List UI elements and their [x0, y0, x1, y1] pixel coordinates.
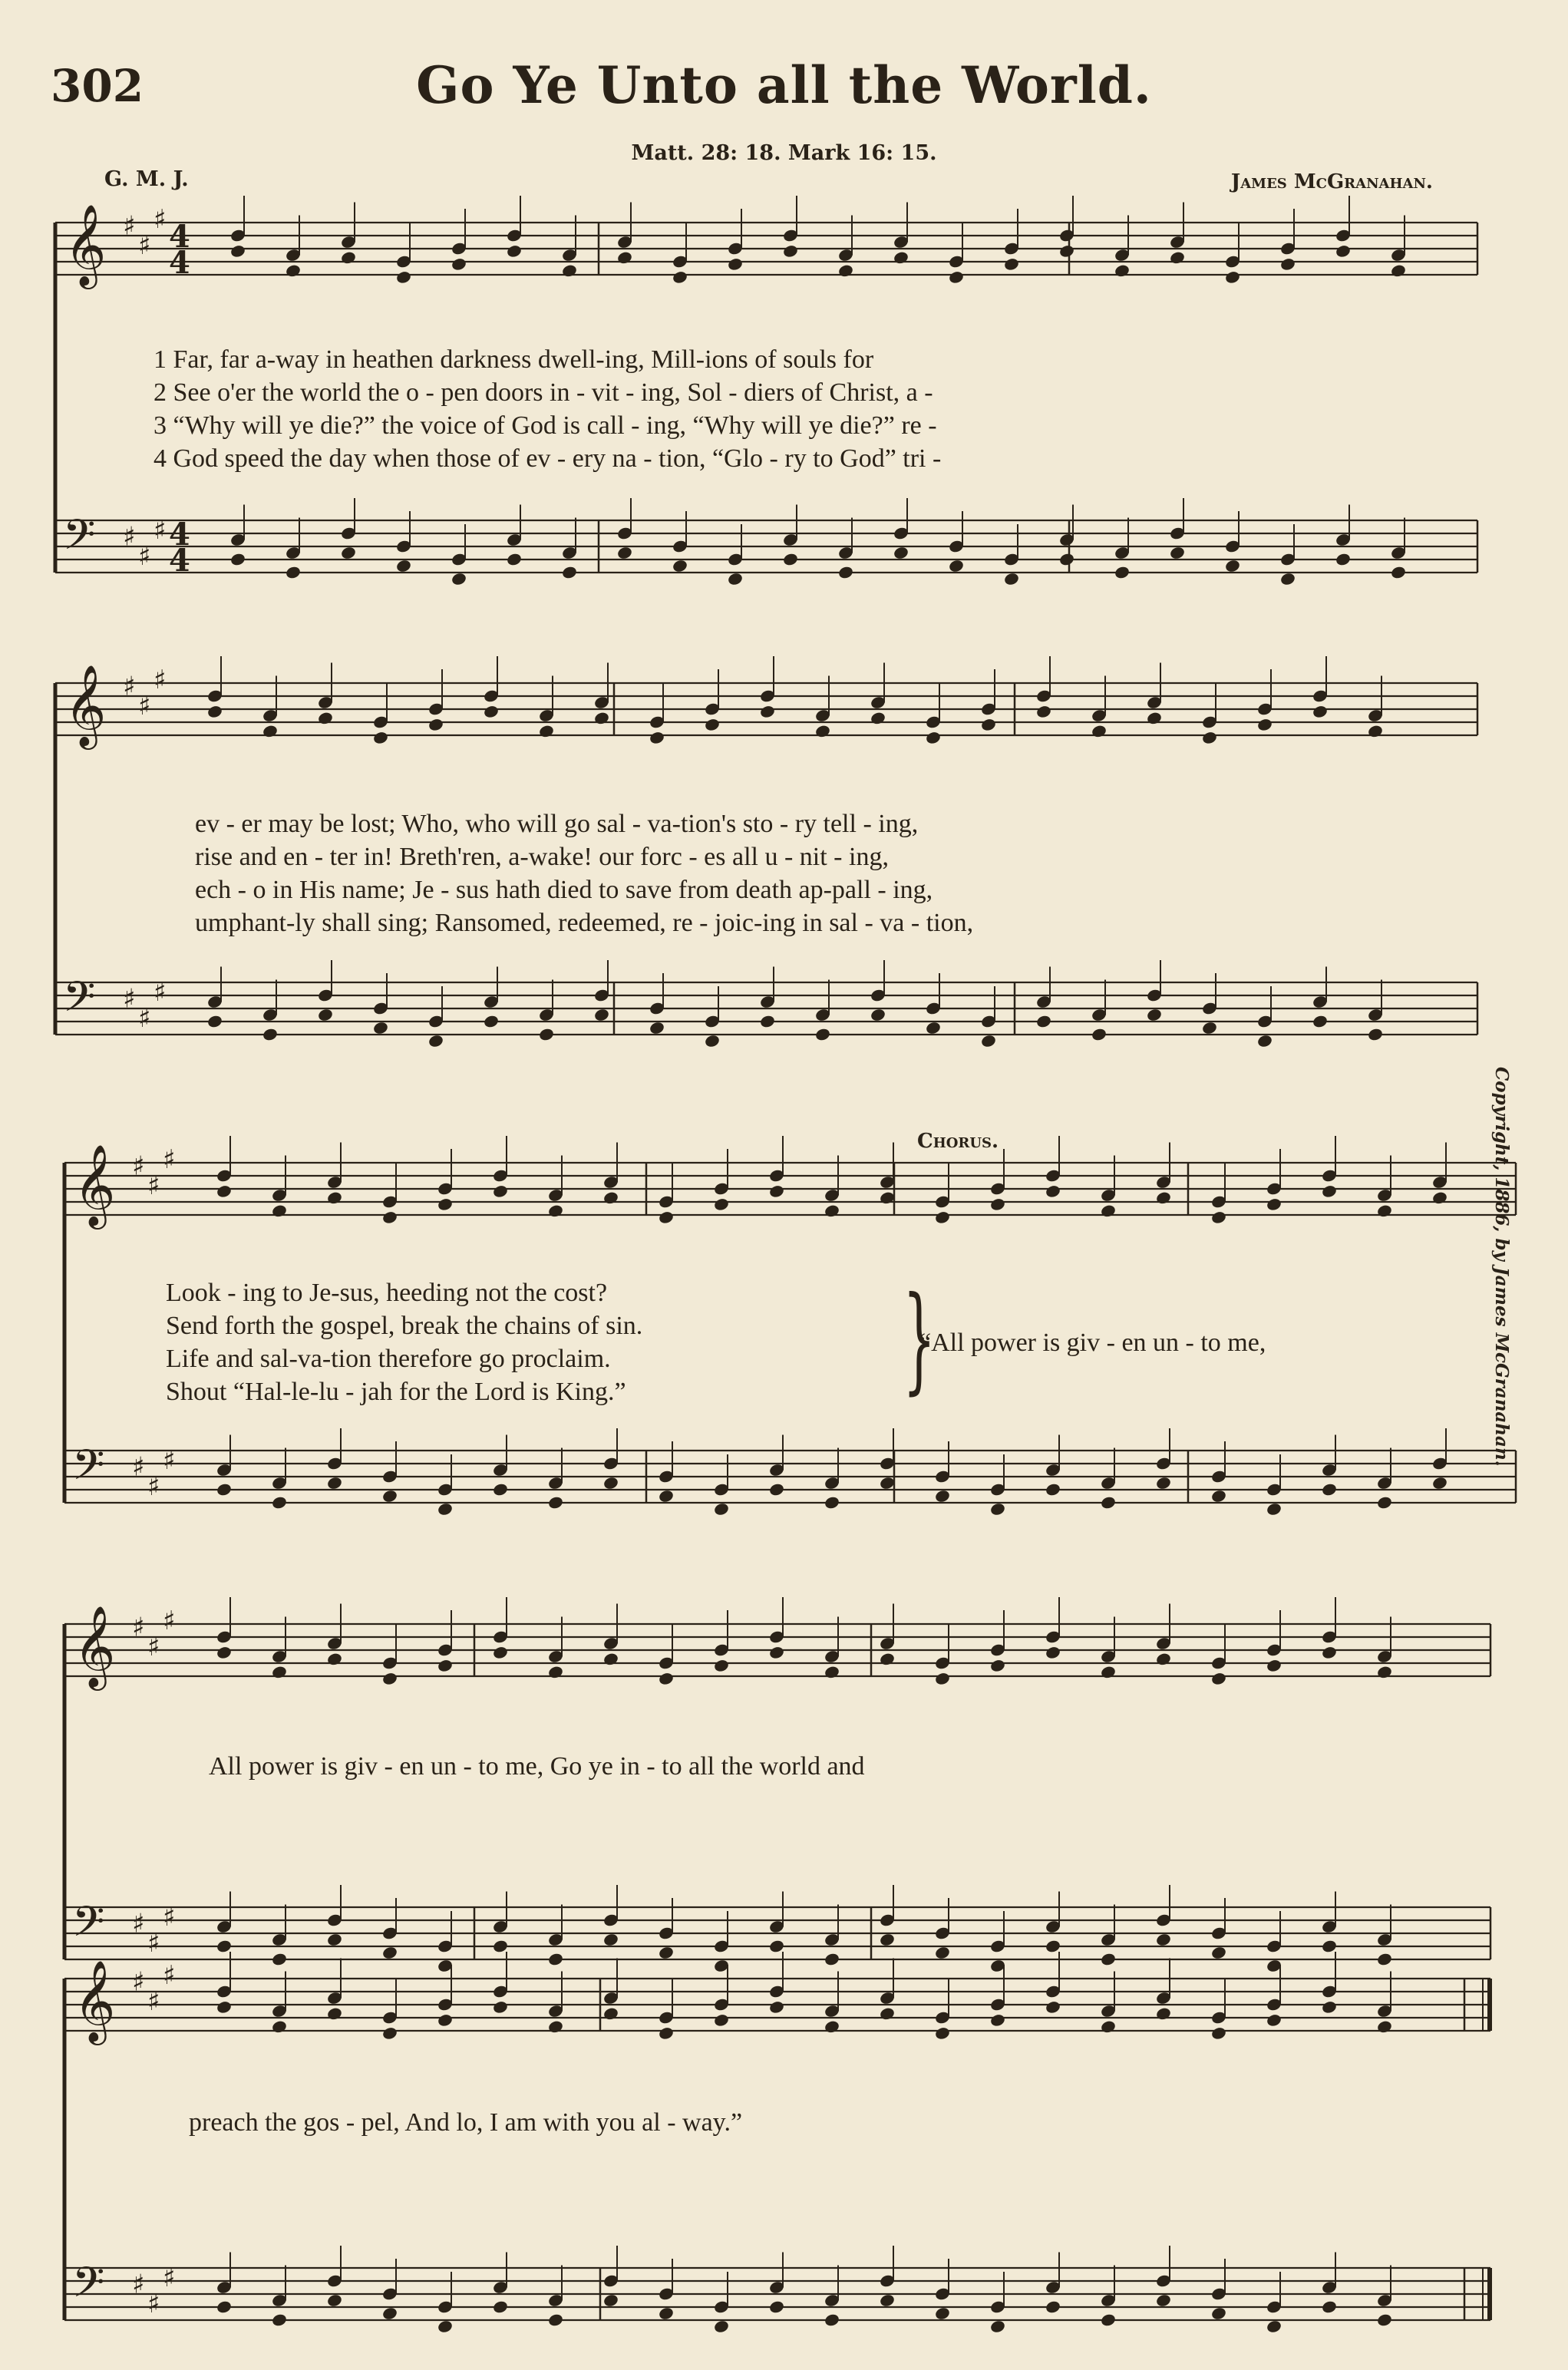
note-head — [782, 244, 799, 259]
time-signature: 4 — [169, 543, 190, 579]
note-head — [879, 2006, 896, 2021]
note-head — [1321, 2000, 1338, 2015]
note-head — [1155, 2293, 1172, 2308]
note-head — [427, 718, 444, 732]
sharp-sign: ♯ — [153, 976, 167, 1008]
note-head — [768, 1184, 785, 1199]
note-head — [271, 1495, 288, 1510]
note-head — [1210, 1489, 1227, 1504]
note-head — [1321, 1184, 1338, 1199]
note-head — [262, 1027, 279, 1041]
note-head — [437, 1197, 454, 1212]
note-head — [759, 1014, 776, 1028]
note-head — [1210, 1946, 1227, 1960]
bass-clef: 𝄢 — [72, 1441, 105, 1500]
note-head — [1376, 1495, 1393, 1510]
note-head — [1256, 1034, 1273, 1048]
note-head — [713, 1502, 730, 1517]
note-head — [271, 1203, 288, 1218]
treble-clef: 𝄞 — [64, 664, 107, 746]
sharp-sign: ♯ — [132, 1612, 145, 1643]
note-head — [381, 2026, 398, 2041]
note-head — [1201, 1021, 1218, 1035]
note-head — [1367, 1027, 1384, 1041]
note-head — [326, 1652, 343, 1666]
note-head — [1114, 263, 1131, 278]
note-head — [381, 1946, 398, 1960]
note-head — [317, 711, 334, 725]
note-head — [340, 250, 357, 265]
note-head — [672, 270, 688, 285]
sharp-sign: ♯ — [138, 229, 151, 261]
note-head — [824, 1952, 840, 1966]
note-head — [1266, 2319, 1282, 2334]
note-head — [1091, 1027, 1108, 1041]
bass-clef: 𝄢 — [63, 510, 96, 569]
note-head — [1100, 2019, 1117, 2034]
note-head — [593, 1008, 610, 1022]
sharp-sign: ♯ — [132, 1150, 145, 1182]
note-head — [1431, 1476, 1448, 1490]
note-head — [340, 546, 357, 560]
note-head — [1058, 244, 1075, 259]
note-head — [326, 1933, 343, 1947]
sharp-sign: ♯ — [147, 1927, 160, 1959]
note-head — [262, 724, 279, 738]
treble-clef: 𝄞 — [74, 1959, 116, 2042]
note-head — [1256, 718, 1273, 732]
note-head — [837, 565, 854, 579]
note-head — [1321, 1645, 1338, 1660]
note-head — [1091, 724, 1108, 738]
note-head — [381, 1210, 398, 1225]
note-head — [538, 724, 555, 738]
note-head — [381, 2306, 398, 2321]
note-head — [1321, 2299, 1338, 2314]
note-head — [561, 263, 578, 278]
note-head — [492, 2299, 509, 2314]
note-head — [1155, 2006, 1172, 2021]
system3-verse4: Shout “Hal-le-lu - jah for the Lord is King.” — [166, 1378, 626, 1406]
note-head — [768, 1645, 785, 1660]
note-head — [1155, 1476, 1172, 1490]
note-head — [934, 1489, 951, 1504]
note-head — [989, 2319, 1006, 2334]
note-head — [759, 705, 776, 719]
note-head — [395, 559, 412, 573]
note-head — [538, 1027, 555, 1041]
time-signature: 4 — [169, 245, 190, 281]
sharp-sign: ♯ — [132, 1451, 145, 1483]
note-head — [492, 1482, 509, 1497]
sharp-sign: ♯ — [138, 690, 151, 721]
note-head — [768, 1482, 785, 1497]
note-head — [1367, 724, 1384, 738]
note-head — [1266, 2013, 1282, 2028]
note-head — [547, 1495, 564, 1510]
note-head — [1169, 250, 1186, 265]
note-head — [870, 1008, 886, 1022]
system1-verse2: 2 See o'er the world the o - pen doors in - vit - ing, Sol - diers of Christ, a - — [153, 378, 933, 407]
note-head — [381, 1672, 398, 1686]
note-head — [989, 2013, 1006, 2028]
system3-verse3: Life and sal-va-tion therefore go proclaim. — [166, 1345, 611, 1373]
note-head — [547, 2312, 564, 2327]
sharp-sign: ♯ — [147, 2288, 160, 2319]
note-head — [437, 2319, 454, 2334]
sharp-sign: ♯ — [123, 671, 136, 702]
note-head — [879, 1190, 896, 1205]
system1-verse4: 4 God speed the day when those of ev - ery na - tion, “Glo - ry to God” tri - — [153, 444, 942, 473]
system1-verse1: 1 Far, far a-way in heathen darkness dwell-ing, Mill-ions of souls for — [153, 345, 874, 374]
note-head — [1376, 2312, 1393, 2327]
note-head — [782, 552, 799, 566]
note-head — [616, 546, 633, 560]
note-head — [602, 1476, 619, 1490]
note-head — [768, 2000, 785, 2015]
composer-credit: James McGranahan. — [1230, 170, 1433, 193]
note-head — [1100, 1495, 1117, 1510]
note-head — [1266, 1502, 1282, 1517]
note-head — [1045, 1939, 1061, 1953]
note-head — [1035, 705, 1052, 719]
note-head — [658, 2306, 675, 2321]
note-head — [216, 1645, 233, 1660]
sharp-sign: ♯ — [147, 1170, 160, 1201]
note-head — [1100, 1665, 1117, 1679]
note-head — [658, 1946, 675, 1960]
system5-chorus: preach the gos - pel, And lo, I am with you al - way.” — [189, 2108, 743, 2137]
note-head — [1155, 1190, 1172, 1205]
note-head — [285, 565, 302, 579]
note-head — [547, 1203, 564, 1218]
note-head — [704, 718, 721, 732]
note-head — [1321, 1939, 1338, 1953]
note-head — [506, 244, 523, 259]
copyright-notice: Copyright, 1886, by James McGranahan. — [1491, 1067, 1512, 1467]
note-head — [326, 2006, 343, 2021]
note-head — [893, 250, 909, 265]
note-head — [492, 2000, 509, 2015]
note-head — [824, 2019, 840, 2034]
note-head — [1210, 1672, 1227, 1686]
note-head — [879, 1652, 896, 1666]
note-head — [1210, 2306, 1227, 2321]
hymn-title: Go Ye Unto all the World. — [416, 55, 1152, 115]
note-head — [837, 263, 854, 278]
note-head — [602, 1190, 619, 1205]
note-head — [980, 718, 997, 732]
note-head — [672, 559, 688, 573]
note-head — [326, 1476, 343, 1490]
note-head — [1045, 1184, 1061, 1199]
sharp-sign: ♯ — [147, 1985, 160, 2017]
note-head — [925, 731, 942, 745]
sharp-sign: ♯ — [163, 1144, 176, 1175]
note-head — [216, 1184, 233, 1199]
note-head — [483, 705, 500, 719]
note-head — [1058, 552, 1075, 566]
note-head — [492, 1939, 509, 1953]
note-head — [713, 2013, 730, 2028]
note-head — [381, 1489, 398, 1504]
note-head — [980, 1034, 997, 1048]
note-head — [1266, 1659, 1282, 1673]
note-head — [824, 1495, 840, 1510]
note-head — [1146, 1008, 1163, 1022]
note-head — [602, 1652, 619, 1666]
note-head — [768, 1939, 785, 1953]
system3-verse2: Send forth the gospel, break the chains of sin. — [166, 1312, 643, 1340]
note-head — [1224, 270, 1241, 285]
note-head — [658, 1210, 675, 1225]
note-head — [824, 2312, 840, 2327]
note-head — [216, 2000, 233, 2015]
note-head — [1390, 565, 1407, 579]
note-head — [879, 1476, 896, 1490]
note-head — [602, 2006, 619, 2021]
sharp-sign: ♯ — [123, 983, 136, 1015]
note-head — [372, 1021, 389, 1035]
note-head — [1201, 731, 1218, 745]
note-head — [1312, 1014, 1329, 1028]
note-head — [893, 546, 909, 560]
final-barline — [1487, 1979, 1492, 2031]
note-head — [1335, 244, 1352, 259]
note-head — [713, 2319, 730, 2334]
bass-clef: 𝄢 — [72, 2258, 105, 2317]
note-head — [814, 1027, 831, 1041]
note-head — [934, 2306, 951, 2321]
note-head — [1224, 559, 1241, 573]
note-head — [727, 572, 744, 586]
sharp-sign: ♯ — [138, 540, 151, 572]
treble-clef: 𝄞 — [74, 1144, 116, 1226]
page-number: 302 — [51, 60, 144, 112]
note-head — [437, 1502, 454, 1517]
final-barline — [1487, 2268, 1492, 2320]
note-head — [602, 1933, 619, 1947]
note-head — [547, 1665, 564, 1679]
note-head — [547, 1952, 564, 1966]
note-head — [229, 244, 246, 259]
note-head — [1376, 2019, 1393, 2034]
note-head — [1321, 1482, 1338, 1497]
note-head — [216, 2299, 233, 2314]
note-head — [483, 1014, 500, 1028]
note-head — [934, 1946, 951, 1960]
note-head — [1045, 1482, 1061, 1497]
sharp-sign: ♯ — [132, 1966, 145, 1998]
note-head — [1003, 257, 1020, 272]
sharp-sign: ♯ — [163, 1959, 176, 1991]
note-head — [713, 1659, 730, 1673]
system1-verse3: 3 “Why will ye die?” the voice of God is call - ing, “Why will ye die?” re - — [153, 411, 937, 440]
note-head — [395, 270, 412, 285]
note-head — [1169, 546, 1186, 560]
note-head — [1210, 2026, 1227, 2041]
note-head — [492, 1645, 509, 1660]
note-head — [1146, 711, 1163, 725]
note-head — [1100, 1203, 1117, 1218]
treble-clef: 𝄞 — [64, 203, 107, 286]
note-head — [1114, 565, 1131, 579]
note-head — [649, 731, 665, 745]
note-head — [948, 270, 965, 285]
note-head — [229, 552, 246, 566]
note-head — [1155, 1652, 1172, 1666]
note-head — [1279, 257, 1296, 272]
note-head — [271, 2019, 288, 2034]
note-head — [271, 1665, 288, 1679]
note-head — [1376, 1952, 1393, 1966]
sharp-sign: ♯ — [123, 210, 136, 242]
system2-verse4: umphant-ly shall sing; Ransomed, redeemed, re - joic-ing in sal - va - tion, — [195, 909, 974, 937]
sharp-sign: ♯ — [153, 203, 167, 235]
note-head — [658, 1489, 675, 1504]
system2-verse3: ech - o in His name; Je - sus hath died to save from death ap-pall - ing, — [195, 876, 933, 904]
sharp-sign: ♯ — [153, 514, 167, 546]
note-head — [658, 1672, 675, 1686]
note-head — [934, 1672, 951, 1686]
verse-brace: } — [903, 1272, 936, 1406]
note-head — [870, 711, 886, 725]
note-head — [206, 705, 223, 719]
note-head — [1155, 1933, 1172, 1947]
note-head — [593, 711, 610, 725]
note-head — [989, 1659, 1006, 1673]
note-head — [727, 257, 744, 272]
note-head — [824, 1203, 840, 1218]
note-head — [1431, 1190, 1448, 1205]
lyricist-credit: G. M. J. — [104, 167, 189, 191]
note-head — [1210, 1210, 1227, 1225]
note-head — [616, 250, 633, 265]
sharp-sign: ♯ — [163, 1605, 176, 1636]
note-head — [989, 1197, 1006, 1212]
sharp-sign: ♯ — [163, 1901, 176, 1933]
note-head — [216, 1482, 233, 1497]
note-head — [989, 1502, 1006, 1517]
treble-clef: 𝄞 — [74, 1605, 116, 1687]
note-head — [704, 1034, 721, 1048]
system2-verse1: ev - er may be lost; Who, who will go sal - va-tion's sto - ry tell - ing, — [195, 810, 919, 838]
note-head — [372, 731, 389, 745]
sharp-sign: ♯ — [163, 1444, 176, 1476]
note-head — [934, 2026, 951, 2041]
note-head — [206, 1014, 223, 1028]
note-head — [713, 1197, 730, 1212]
sharp-sign: ♯ — [138, 1002, 151, 1034]
note-head — [437, 1659, 454, 1673]
bass-clef: 𝄢 — [72, 1897, 105, 1956]
note-head — [1390, 263, 1407, 278]
note-head — [451, 572, 467, 586]
note-head — [216, 1939, 233, 1953]
note-head — [271, 1952, 288, 1966]
note-head — [1376, 1665, 1393, 1679]
system3-chorus: “All power is giv - en un - to me, — [919, 1329, 1266, 1357]
note-head — [1376, 1203, 1393, 1218]
sharp-sign: ♯ — [147, 1631, 160, 1662]
system2-verse2: rise and en - ter in! Breth'ren, a-wake! our forc - es all u - nit - ing, — [195, 843, 889, 871]
note-head — [814, 724, 831, 738]
time-signature: 4 — [169, 219, 190, 255]
note-head — [317, 1008, 334, 1022]
note-head — [492, 1184, 509, 1199]
system3-verse1: Look - ing to Je-sus, heeding not the cost? — [166, 1279, 608, 1307]
sharp-sign: ♯ — [147, 1471, 160, 1502]
note-head — [547, 2019, 564, 2034]
note-head — [326, 2293, 343, 2308]
note-head — [561, 565, 578, 579]
note-head — [925, 1021, 942, 1035]
note-head — [451, 257, 467, 272]
sharp-sign: ♯ — [163, 2262, 176, 2293]
note-head — [934, 1210, 951, 1225]
note-head — [879, 2293, 896, 2308]
system4-chorus: All power is giv - en un - to me, Go ye in - to all the world and — [209, 1752, 865, 1781]
note-head — [768, 2299, 785, 2314]
note-head — [285, 263, 302, 278]
note-head — [1335, 552, 1352, 566]
sharp-sign: ♯ — [153, 664, 167, 695]
note-head — [271, 2312, 288, 2327]
note-head — [1312, 705, 1329, 719]
note-head — [649, 1021, 665, 1035]
note-head — [1100, 2312, 1117, 2327]
note-head — [1279, 572, 1296, 586]
note-head — [879, 1933, 896, 1947]
note-head — [437, 2013, 454, 2028]
note-head — [1045, 1645, 1061, 1660]
note-head — [824, 1665, 840, 1679]
note-head — [1045, 2299, 1061, 2314]
note-head — [427, 1034, 444, 1048]
note-head — [948, 559, 965, 573]
note-head — [602, 2293, 619, 2308]
sharp-sign: ♯ — [132, 1908, 145, 1939]
note-head — [1003, 572, 1020, 586]
note-head — [1035, 1014, 1052, 1028]
sharp-sign: ♯ — [132, 2269, 145, 2300]
note-head — [326, 1190, 343, 1205]
bass-clef: 𝄢 — [63, 972, 96, 1032]
scripture-reference: Matt. 28: 18. Mark 16: 15. — [631, 141, 937, 165]
note-head — [1266, 1197, 1282, 1212]
sharp-sign: ♯ — [123, 521, 136, 553]
chorus-label: Chorus. — [917, 1130, 999, 1153]
time-signature: 4 — [169, 517, 190, 553]
note-head — [506, 552, 523, 566]
note-head — [1045, 2000, 1061, 2015]
note-head — [658, 2026, 675, 2041]
note-head — [1100, 1952, 1117, 1966]
